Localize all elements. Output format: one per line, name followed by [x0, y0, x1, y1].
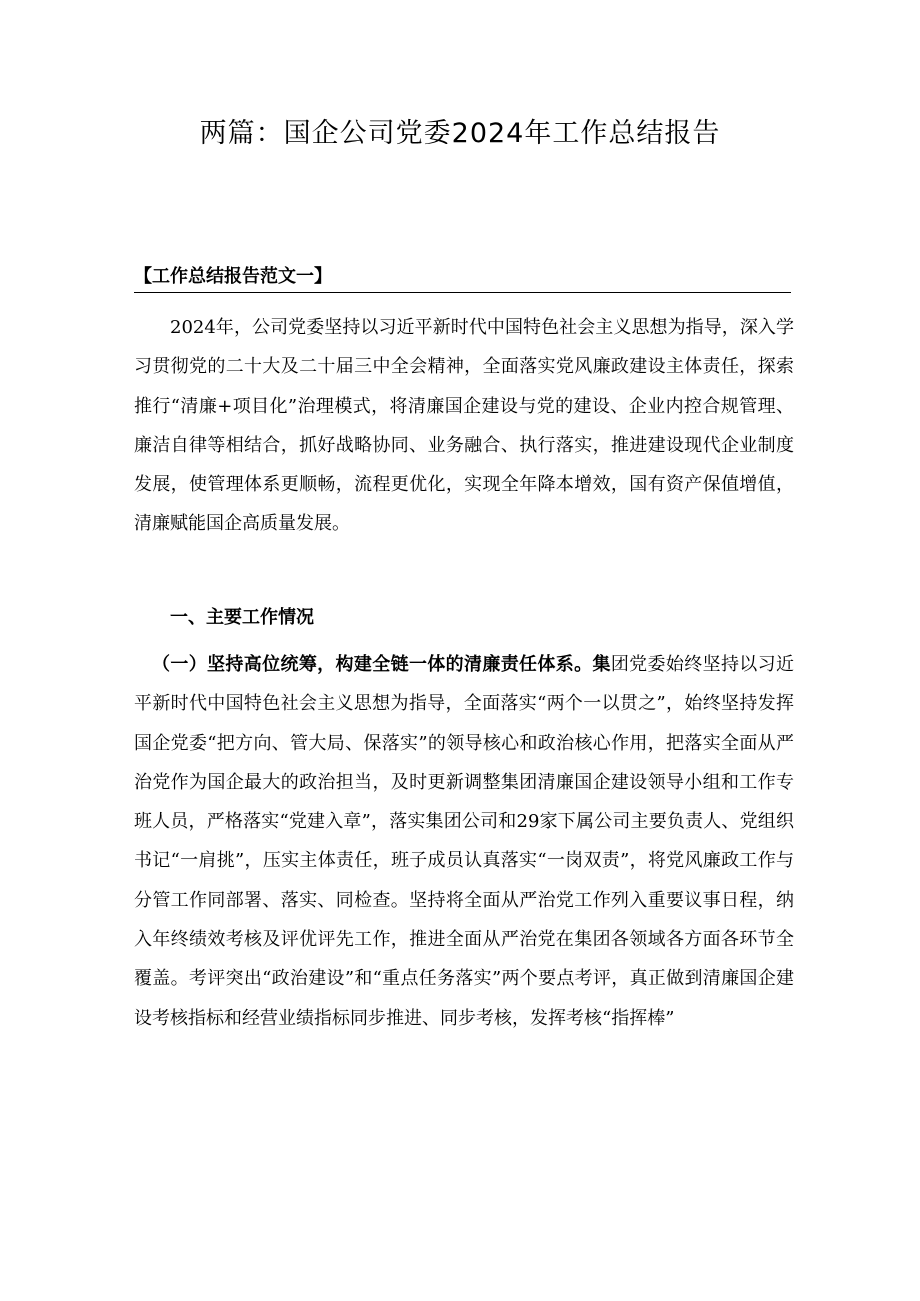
paragraph-lead-heading: （一）坚持高位统筹，构建全链一体的清廉责任体系。集: [152, 654, 611, 675]
sub-heading-main-work: 一、主要工作情况: [170, 607, 314, 628]
intro-paragraph: 2024年，公司党委坚持以习近平新时代中国特色社会主义思想为指导，深入学习贯彻党的二十大及二十届三中全会精神，全面落实党风廉政建设主体责任，探索推行“清廉+项目化”治理模式，将清廉国企建设与党的建设、企业内控合规管理、廉洁自律等相结合，抓好战略协同、业务融合、执行落实，推进建设现代企业制度发展，使管理体系更顺畅，流程更优化，实现全年降本增效，国有资产保值增值，清廉赋能国企高质量发展。: [134, 317, 794, 535]
heading-underline: [134, 292, 791, 293]
work-paragraph-1: [134, 645, 794, 1038]
section-heading: 【工作总结报告范文一】: [134, 266, 332, 287]
paragraph-body-text: 团党委始终坚持以习近平新时代中国特色社会主义思想为指导，全面落实“两个一以贯之”，始终坚持发挥国企党委“把方向、管大局、保落实”的领导核心和政治核心作用，把落实全面从严治党作为国企最大的政治担当，及时更新调整集团清廉国企建设领导小组和工作专班人员，严格落实“党建入章”，落实集团公司和29家下属公司主要负责人、党组织书记“一肩挑”，压实主体责任，班子成员认真落实“一岗双责”，将党风廉政工作与分管工作同部署、落实、同检查。坚持将全面从严治党工作列入重要议事日程，纳入年终绩效考核及评优评先工作，推进全面从严治党在集团各领域各方面各环节全覆盖。考评突出“政治建设”和“重点任务落实”两个要点考评，真正做到清廉国企建设考核指标和经营业绩指标同步推进、同步考核，发挥考核“指挥棒”: [134, 654, 795, 1029]
document-title: 两篇：国企公司党委2024年工作总结报告: [199, 118, 721, 149]
